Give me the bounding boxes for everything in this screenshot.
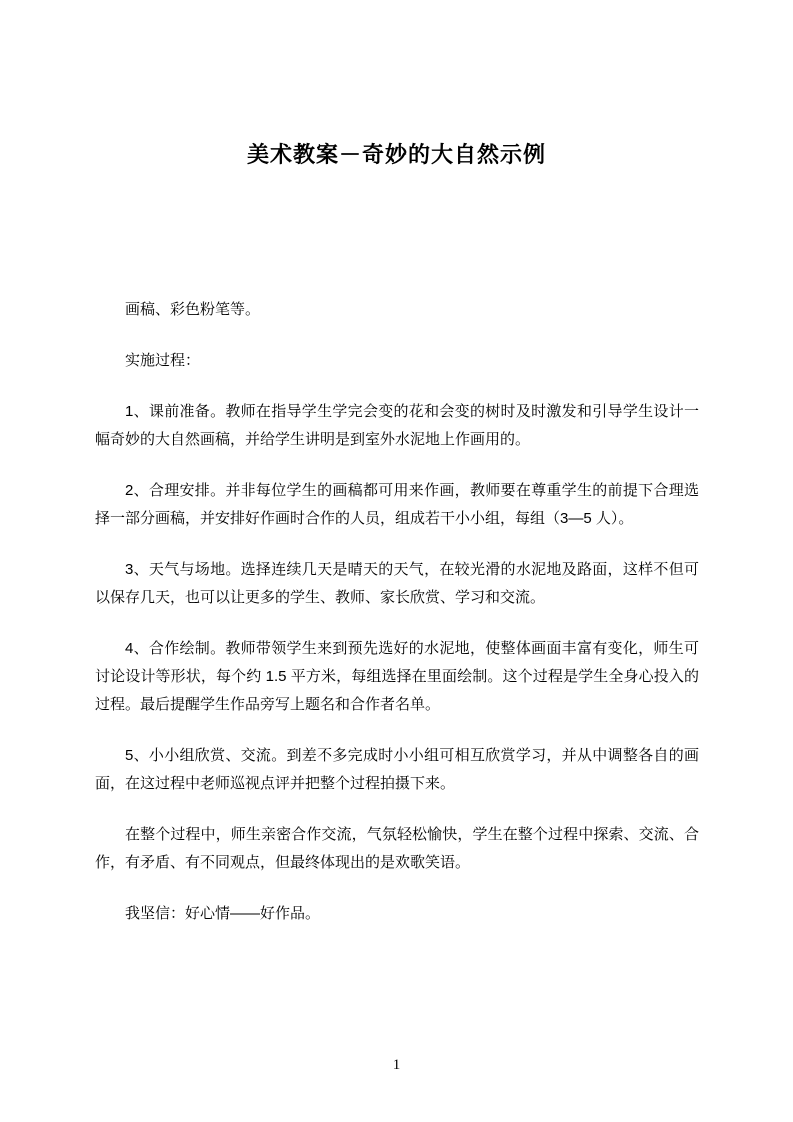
paragraph-materials: 画稿、彩色粉笔等。 — [125, 301, 261, 318]
paragraph-step-1: 1、课前准备。教师在指导学生学完会变的花和会变的树时及时激发和引导学生设计一幅奇妙的大自然画稿，并给学生讲明是到室外水泥地上作画用的。 — [95, 403, 699, 448]
document-body — [95, 296, 699, 928]
paragraph-step-2: 2、合理安排。并非每位学生的画稿都可用来作画，教师要在尊重学生的前提下合理选择一部分画稿，并安排好作画时合作的人员，组成若干小小组，每组（3—5 人）。 — [95, 482, 699, 527]
paragraph-process-heading: 实施过程： — [125, 352, 201, 369]
paragraph-step-5: 5、小小组欣赏、交流。到差不多完成时小小组可相互欣赏学习，并从中调整各自的画面，在这过程中老师巡视点评并把整个过程拍摄下来。 — [95, 747, 699, 792]
paragraph-closing: 我坚信：好心情——好作品。 — [125, 905, 321, 922]
document-title: 美术教案－奇妙的大自然示例 — [246, 142, 546, 167]
page-number: 1 — [392, 1057, 401, 1073]
paragraph-step-4: 4、合作绘制。教师带领学生来到预先选好的水泥地，使整体画面丰富有变化，师生可讨论设计等形状，每个约 1.5 平方米，每组选择在里面绘制。这个过程是学生全身心投入的过程。最后提醒学生作品旁写上题名和合作者名单。 — [95, 640, 699, 713]
paragraph-summary: 在整个过程中，师生亲密合作交流，气氛轻松愉快，学生在整个过程中探索、交流、合作，有矛盾、有不同观点，但最终体现出的是欢歌笑语。 — [95, 826, 699, 871]
paragraph-step-3: 3、天气与场地。选择连续几天是晴天的天气，在较光滑的水泥地及路面，这样不但可以保存几天，也可以让更多的学生、教师、家长欣赏、学习和交流。 — [95, 561, 699, 606]
